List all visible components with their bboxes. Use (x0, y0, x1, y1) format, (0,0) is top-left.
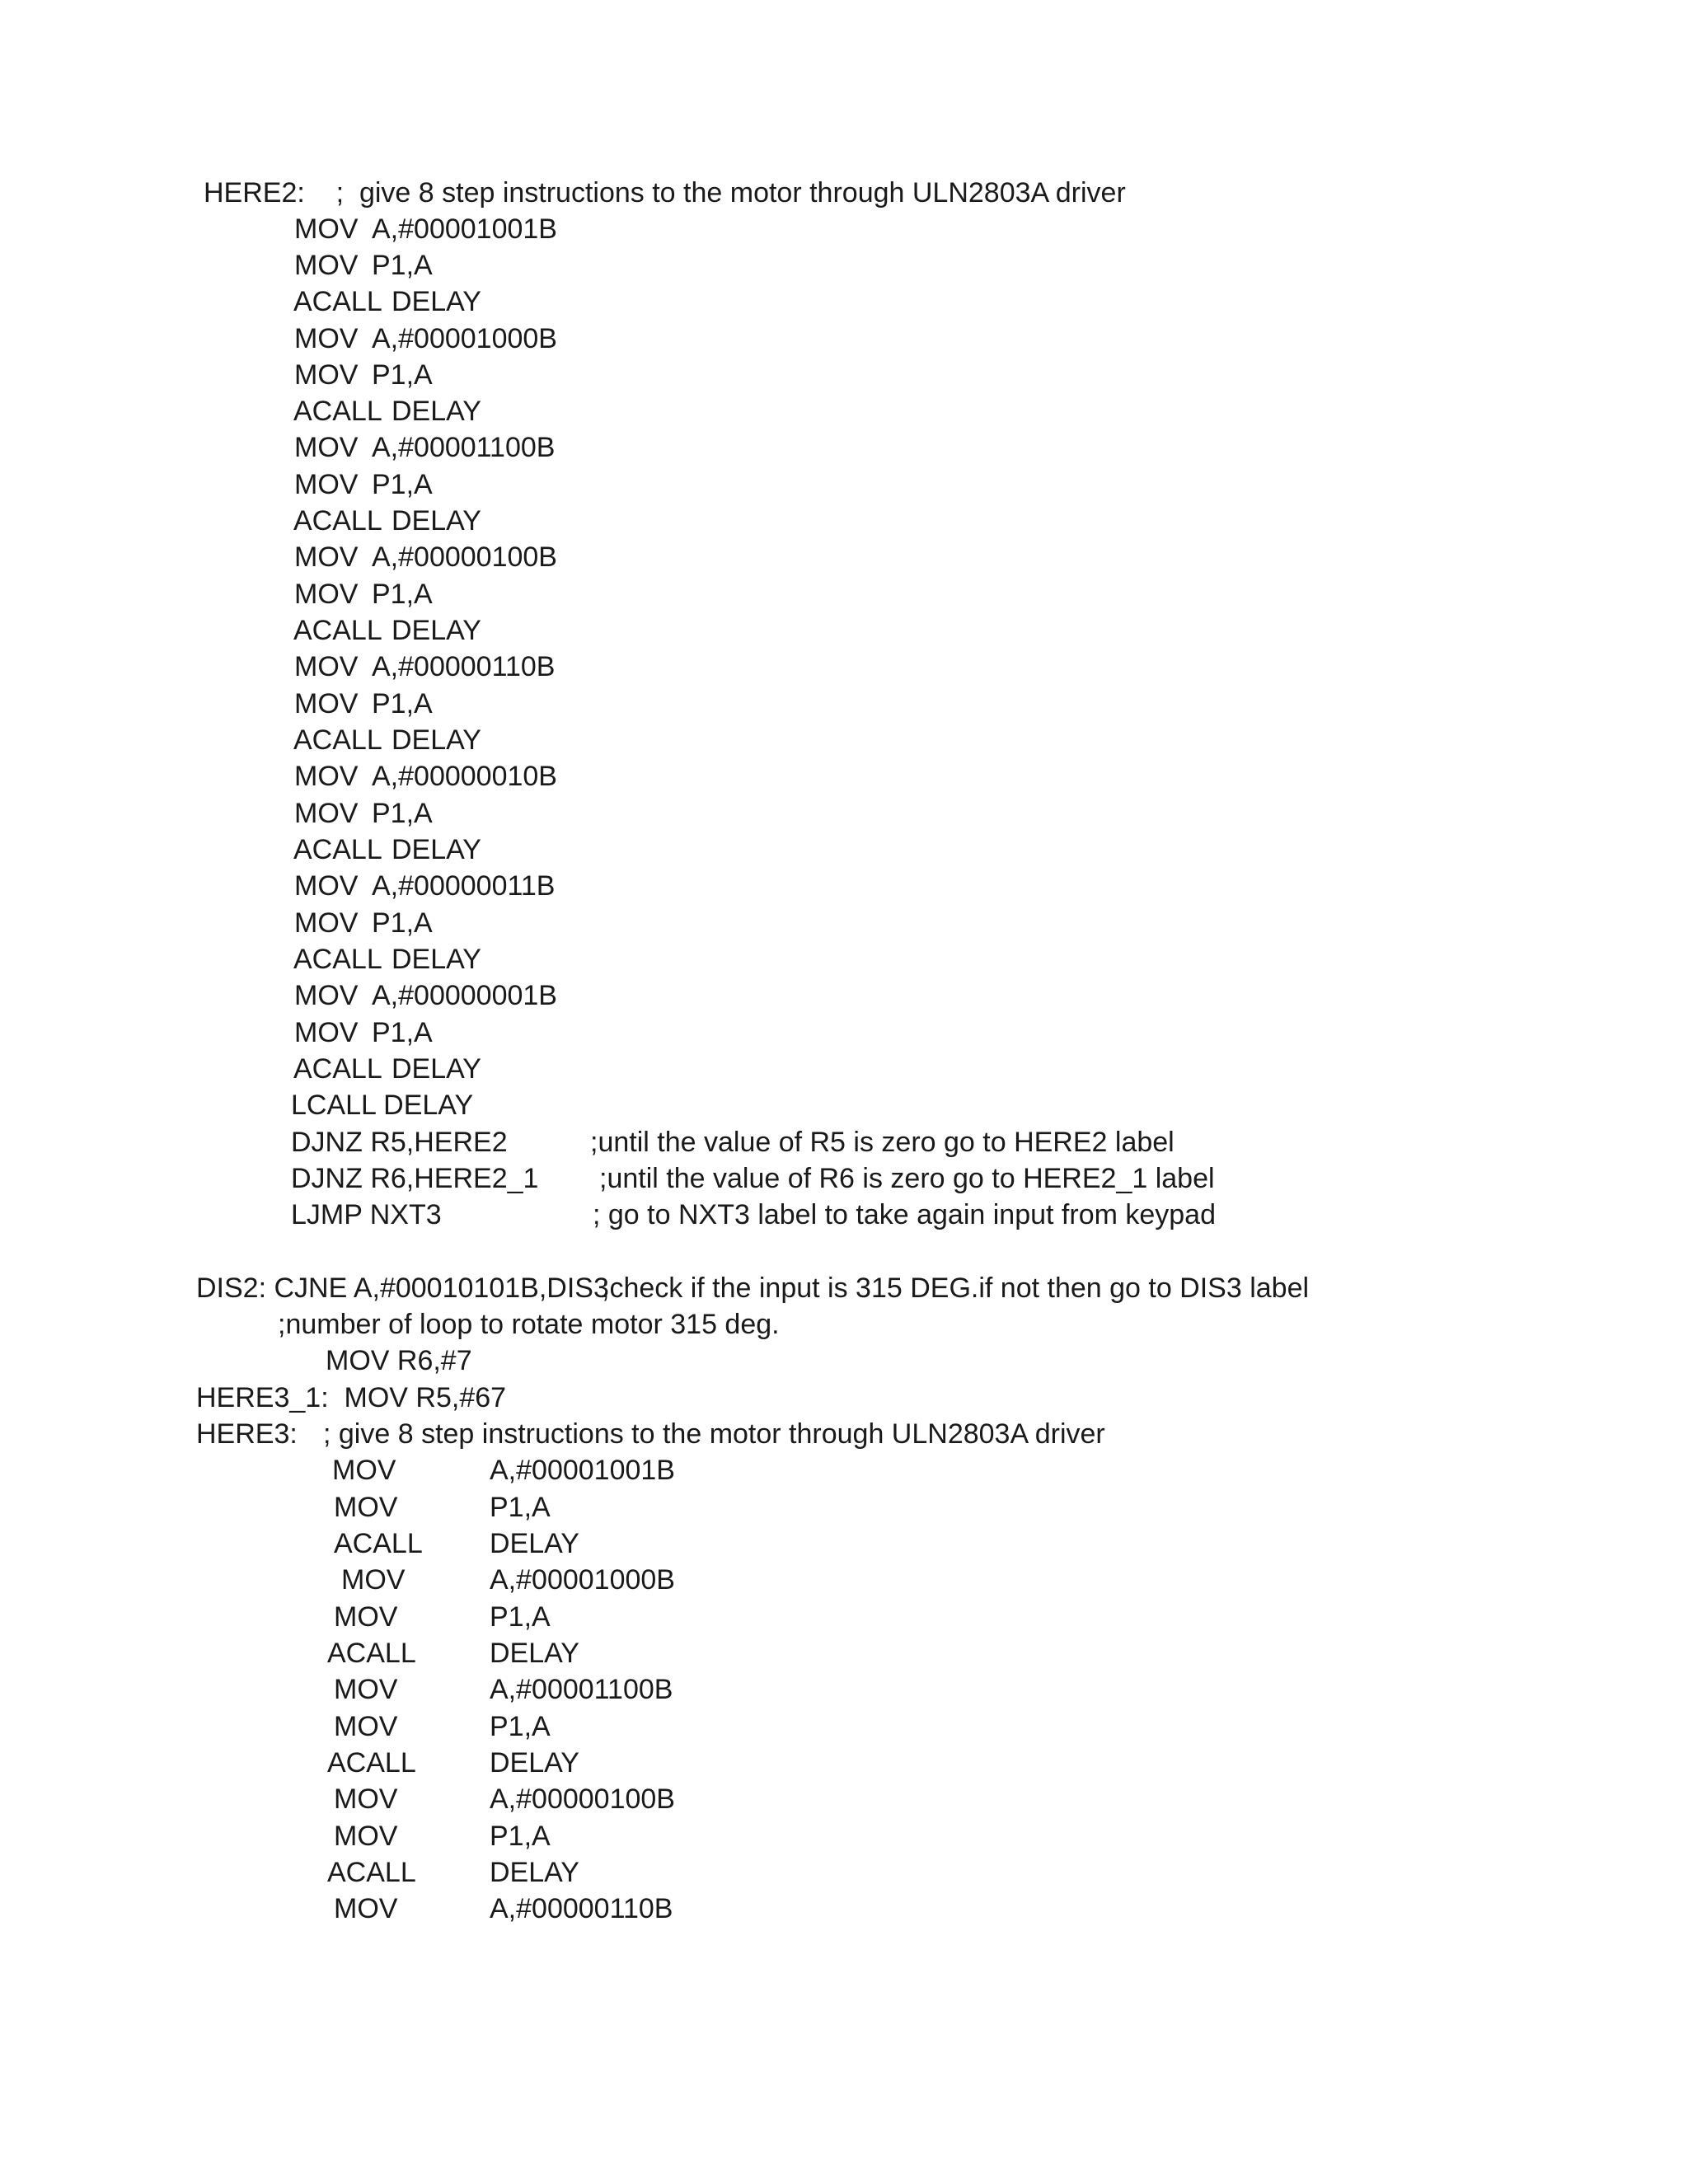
code-line-4: ACALL (293, 286, 382, 317)
code-comment-3: P1,A (372, 250, 433, 281)
code-line-21: MOV (294, 907, 359, 939)
code-line-37: ACALL (334, 1528, 423, 1559)
code-line-36: MOV (334, 1492, 398, 1523)
code-line-18: MOV (294, 798, 359, 829)
code-line-12: MOV (294, 579, 359, 610)
code-comment-2: A,#00001001B (372, 213, 557, 245)
code-comment-20: A,#00000011B (372, 870, 556, 902)
code-line-35: MOV (332, 1455, 396, 1486)
code-line-6: MOV (294, 359, 359, 391)
code-comment-29: ; go to NXT3 label to take again input from keypad (593, 1199, 1217, 1230)
code-line-46: ACALL (327, 1857, 416, 1888)
code-comment-47: A,#00000110B (490, 1893, 673, 1924)
code-line-8: MOV (294, 432, 359, 463)
code-line-33: HERE3_1: MOV R5,#67 (196, 1382, 507, 1413)
code-comment-37: DELAY (490, 1528, 579, 1559)
code-comment-8: A,#00001100B (372, 432, 556, 463)
code-line-45: MOV (334, 1821, 398, 1852)
code-line-29: LJMP NXT3 (291, 1199, 442, 1230)
code-line-23: MOV (294, 980, 359, 1011)
code-line-14: MOV (294, 651, 359, 682)
code-comment-5: A,#00001000B (372, 323, 557, 354)
code-comment-9: P1,A (372, 469, 433, 500)
code-line-7: ACALL (293, 396, 382, 427)
code-line-17: MOV (294, 761, 359, 792)
code-line-43: ACALL (327, 1747, 416, 1779)
code-comment-45: P1,A (490, 1821, 551, 1852)
code-line-2: MOV (294, 213, 359, 245)
code-line-30: DIS2: CJNE A,#00010101B,DIS3 (196, 1272, 609, 1304)
code-line-26: LCALL DELAY (291, 1090, 474, 1121)
code-comment-30: ;check if the input is 315 DEG.if not then go to DIS3 label (602, 1272, 1310, 1304)
code-comment-13: DELAY (392, 615, 481, 646)
code-comment-17: A,#00000010B (372, 761, 557, 792)
code-comment-35: A,#00001001B (490, 1455, 675, 1486)
code-line-3: MOV (294, 250, 359, 281)
code-comment-10: DELAY (392, 505, 481, 537)
code-line-13: ACALL (293, 615, 382, 646)
code-comment-44: A,#00000100B (490, 1783, 675, 1815)
code-line-41: MOV (334, 1674, 398, 1705)
code-line-1: HERE2: ; give 8 step instructions to the motor through ULN2803A driver (204, 177, 1126, 209)
code-line-24: MOV (294, 1017, 359, 1048)
code-line-44: MOV (334, 1783, 398, 1815)
code-comment-38: A,#00001000B (490, 1564, 675, 1596)
code-line-15: MOV (294, 688, 359, 719)
code-comment-27: ;until the value of R5 is zero go to HERE2 label (590, 1127, 1175, 1158)
code-line-28: DJNZ R6,HERE2_1 (291, 1163, 539, 1194)
code-comment-41: A,#00001100B (490, 1674, 673, 1705)
code-comment-23: A,#00000001B (372, 980, 557, 1011)
code-line-9: MOV (294, 469, 359, 500)
code-line-19: ACALL (293, 834, 382, 865)
code-line-25: ACALL (293, 1053, 382, 1085)
code-line-42: MOV (334, 1711, 398, 1742)
code-comment-46: DELAY (490, 1857, 579, 1888)
code-comment-11: A,#00000100B (372, 541, 557, 573)
code-line-10: ACALL (293, 505, 382, 537)
code-comment-22: DELAY (392, 944, 481, 975)
code-comment-42: P1,A (490, 1711, 551, 1742)
code-line-16: ACALL (293, 724, 382, 756)
code-comment-24: P1,A (372, 1017, 433, 1048)
code-comment-36: P1,A (490, 1492, 551, 1523)
code-line-47: MOV (334, 1893, 398, 1924)
code-comment-6: P1,A (372, 359, 433, 391)
code-comment-4: DELAY (392, 286, 481, 317)
code-comment-19: DELAY (392, 834, 481, 865)
code-line-27: DJNZ R5,HERE2 (291, 1127, 508, 1158)
code-line-34: HERE3: (196, 1418, 298, 1450)
code-comment-7: DELAY (392, 396, 481, 427)
code-line-40: ACALL (327, 1638, 416, 1669)
code-comment-25: DELAY (392, 1053, 481, 1085)
code-line-22: ACALL (293, 944, 382, 975)
code-line-38: MOV (341, 1564, 406, 1596)
code-comment-34: ; give 8 step instructions to the motor through ULN2803A driver (323, 1418, 1105, 1450)
code-comment-14: A,#00000110B (372, 651, 556, 682)
code-line-20: MOV (294, 870, 359, 902)
code-line-5: MOV (294, 323, 359, 354)
code-comment-21: P1,A (372, 907, 433, 939)
code-comment-43: DELAY (490, 1747, 579, 1779)
code-comment-16: DELAY (392, 724, 481, 756)
code-comment-18: P1,A (372, 798, 433, 829)
code-comment-15: P1,A (372, 688, 433, 719)
code-line-32: MOV R6,#7 (326, 1345, 472, 1376)
code-comment-28: ;until the value of R6 is zero go to HERE2_1 label (599, 1163, 1215, 1194)
code-line-11: MOV (294, 541, 359, 573)
code-comment-12: P1,A (372, 579, 433, 610)
code-comment-40: DELAY (490, 1638, 579, 1669)
code-line-31: ;number of loop to rotate motor 315 deg. (278, 1309, 780, 1340)
code-comment-39: P1,A (490, 1601, 551, 1633)
code-line-39: MOV (334, 1601, 398, 1633)
